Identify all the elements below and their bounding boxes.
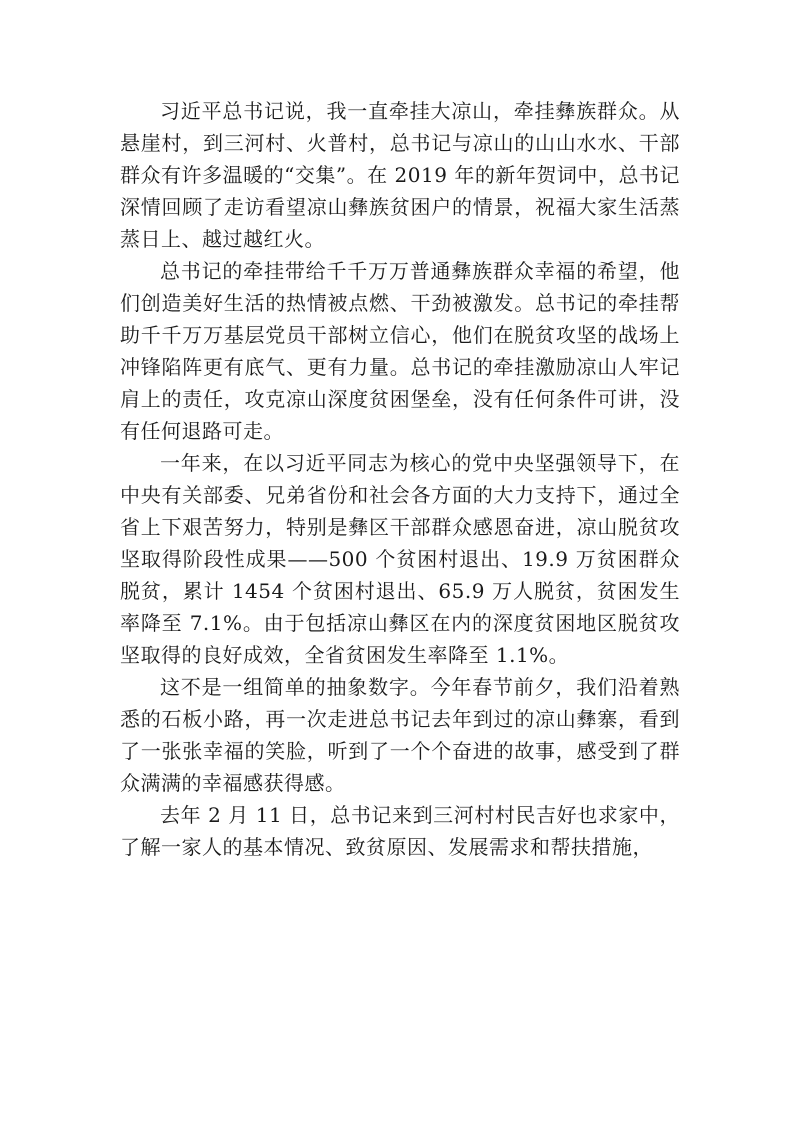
paragraph-2: 总书记的牵挂带给千千万万普通彝族群众幸福的希望，他们创造美好生活的热情被点燃、干劲被激发。总书记的牵挂帮助千千万万基层党员干部树立信心，他们在脱贫攻坚的战场上冲锋陷阵更有底气、更有力量。总书记的牵挂激励凉山人牢记肩上的责任，攻克凉山深度贫困堡垒，没有任何条件可讲，没有任何退路可走。 xyxy=(120,259,680,443)
paragraph-5: 去年 2 月 11 日，总书记来到三河村村民吉好也求家中，了解一家人的基本情况、致贫原因、发展需求和帮扶措施， xyxy=(120,803,680,859)
paragraph-4: 这不是一组简单的抽象数字。今年春节前夕，我们沿着熟悉的石板小路，再一次走进总书记去年到过的凉山彝寨，看到了一张张幸福的笑脸，听到了一个个奋进的故事，感受到了群众满满的幸福感获得感。 xyxy=(120,675,680,795)
document-page xyxy=(120,95,680,863)
paragraph-3: 一年来，在以习近平同志为核心的党中央坚强领导下，在中央有关部委、兄弟省份和社会各方面的大力支持下，通过全省上下艰苦努力，特别是彝区干部群众感恩奋进，凉山脱贫攻坚取得阶段性成果——500 个贫困村退出、19.9 万贫困群众脱贫，累计 1454 个贫困村退出、65.9 万人脱贫，贫困发生率降至 7.1%。由于包括凉山彝区在内的深度贫困地区脱贫攻坚取得的良好成效，全省贫困发生率降至 1.1%。 xyxy=(120,451,680,667)
paragraph-1: 习近平总书记说，我一直牵挂大凉山，牵挂彝族群众。从悬崖村，到三河村、火普村，总书记与凉山的山山水水、干部群众有许多温暖的“交集”。在 2019 年的新年贺词中，总书记深情回顾了走访看望凉山彝族贫困户的情景，祝福大家生活蒸蒸日上、越过越红火。 xyxy=(120,99,680,251)
